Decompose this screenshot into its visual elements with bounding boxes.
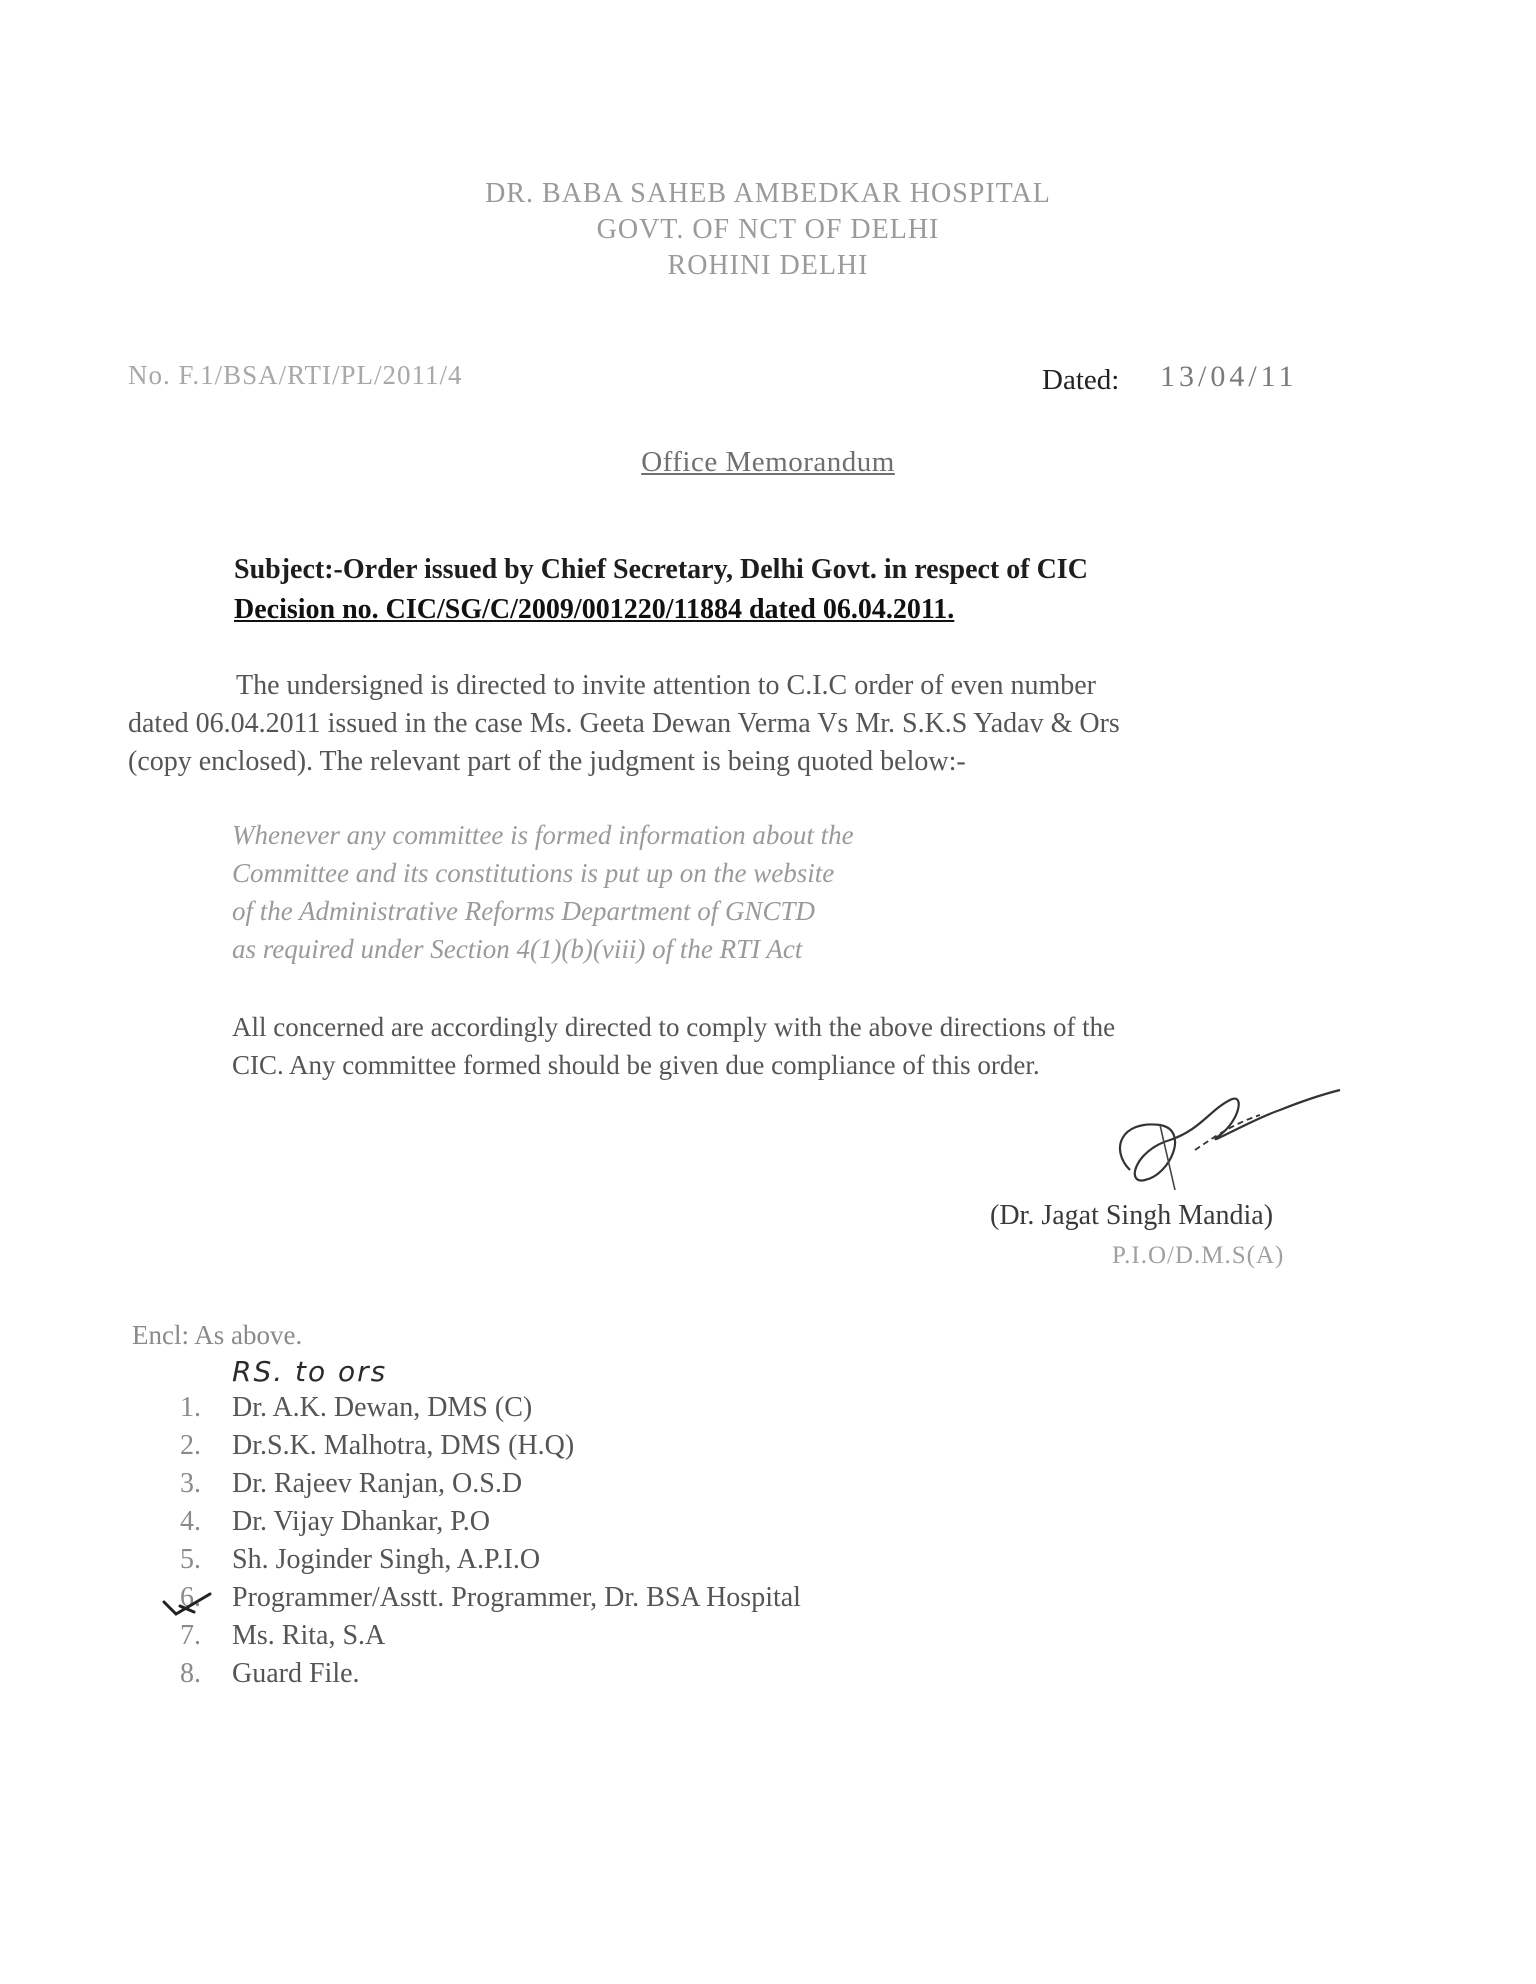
paragraph-2-line-2: CIC. Any committee formed should be given due compliance of this order. bbox=[232, 1050, 1040, 1080]
copy-to-item: 4. Dr. Vijay Dhankar, P.O bbox=[180, 1506, 490, 1537]
dated-label: Dated: bbox=[1042, 364, 1120, 396]
subject-line-2: Decision no. CIC/SG/C/2009/001220/11884 dated 06.04.2011. bbox=[234, 594, 955, 625]
copy-to-item: 6. Programmer/Asstt. Programmer, Dr. BSA Hospital bbox=[180, 1582, 801, 1613]
signature-mark bbox=[1100, 1080, 1350, 1200]
checkmark-icon bbox=[160, 1588, 230, 1618]
handwritten-note: RS. to ors bbox=[232, 1355, 388, 1388]
copy-to-item: 5. Sh. Joginder Singh, A.P.I.O bbox=[180, 1544, 541, 1575]
subject-line-1: Subject:-Order issued by Chief Secretary, Delhi Govt. in respect of CIC bbox=[234, 554, 1088, 585]
copy-to-item: 2. Dr.S.K. Malhotra, DMS (H.Q) bbox=[180, 1430, 575, 1461]
quote-line-2: Committee and its constitutions is put up on the website bbox=[232, 858, 835, 888]
quote-line-4: as required under Section 4(1)(b)(viii) of the RTI Act bbox=[232, 934, 803, 964]
copy-to-item: 1. Dr. A.K. Dewan, DMS (C) bbox=[180, 1392, 533, 1423]
reference-number: No. F.1/BSA/RTI/PL/2011/4 bbox=[128, 360, 463, 390]
signatory-name: (Dr. Jagat Singh Mandia) bbox=[990, 1200, 1274, 1231]
location-line: ROHINI DELHI bbox=[667, 250, 869, 281]
govt-line: GOVT. OF NCT OF DELHI bbox=[596, 214, 940, 245]
hospital-name: DR. BABA SAHEB AMBEDKAR HOSPITAL bbox=[485, 178, 1051, 209]
paragraph-1-line-3: (copy enclosed). The relevant part of the judgment is being quoted below:- bbox=[128, 746, 966, 777]
enclosure-note: Encl: As above. bbox=[132, 1320, 303, 1350]
memo-title: Office Memorandum bbox=[641, 446, 895, 478]
dated-value: 13/04/11 bbox=[1160, 360, 1298, 393]
quote-line-1: Whenever any committee is formed information about the bbox=[232, 820, 854, 850]
copy-to-item: 8. Guard File. bbox=[180, 1658, 360, 1689]
signatory-designation: P.I.O/D.M.S(A) bbox=[1112, 1242, 1285, 1269]
copy-to-item: 7. Ms. Rita, S.A bbox=[180, 1620, 386, 1651]
quote-line-3: of the Administrative Reforms Department of GNCTD bbox=[232, 896, 815, 926]
copy-to-item: 3. Dr. Rajeev Ranjan, O.S.D bbox=[180, 1468, 523, 1499]
paragraph-2-line-1: All concerned are accordingly directed to comply with the above directions of the bbox=[232, 1012, 1116, 1042]
paragraph-1-line-1: The undersigned is directed to invite attention to C.I.C order of even number bbox=[236, 670, 1096, 701]
paragraph-1-line-2: dated 06.04.2011 issued in the case Ms. Geeta Dewan Verma Vs Mr. S.K.S Yadav & Ors bbox=[128, 708, 1120, 739]
